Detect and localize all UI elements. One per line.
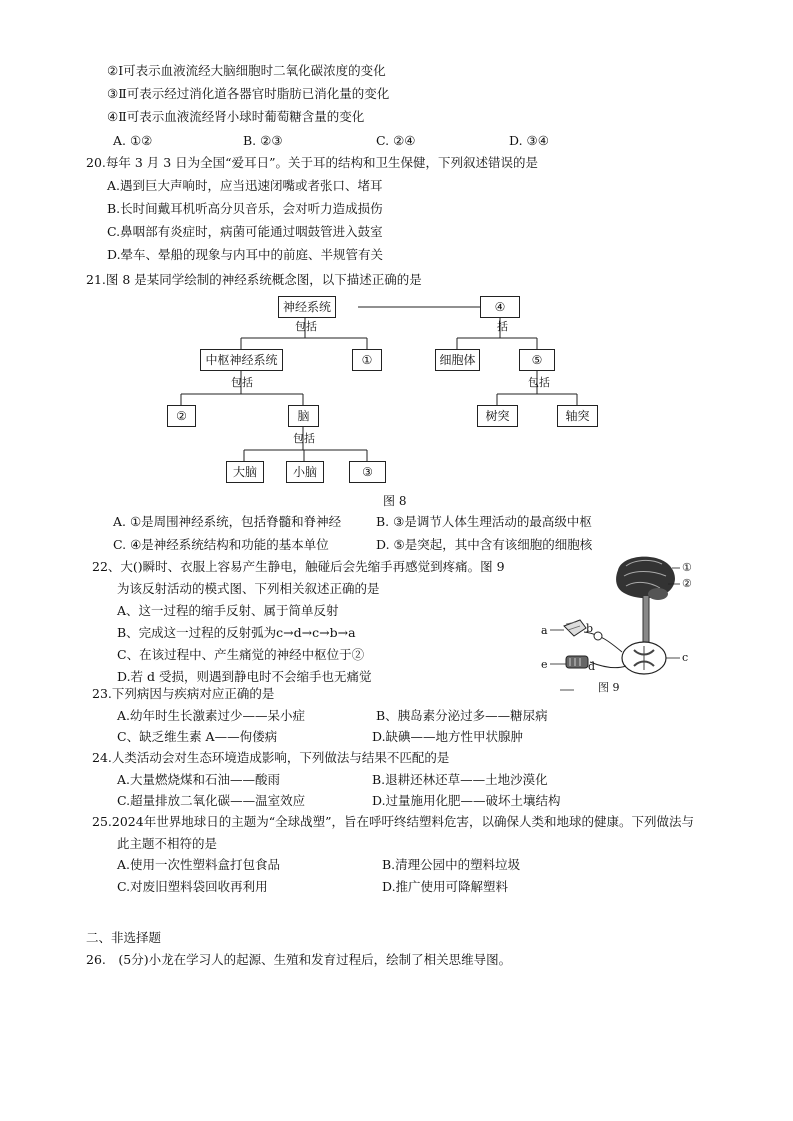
q22-choice-d: D.若 d 受损，则遇到静电时不会缩手也无痛觉	[117, 669, 372, 684]
node-2: ②	[167, 405, 196, 427]
q23-stem: 23.下列病因与疾病对应正确的是	[92, 686, 275, 701]
label-include-1: 包括	[295, 320, 317, 333]
fig9-label-1: ①	[682, 561, 692, 574]
fig9-label-d: d	[588, 660, 596, 673]
q23-choice-d: D.缺碘——地方性甲状腺肿	[372, 729, 524, 744]
concept-map-connectors	[0, 0, 793, 500]
q25-choice-a: A.使用一次性塑料盒打包食品	[117, 857, 281, 872]
q22-choice-a: A、这一过程的缩手反射、属于简单反射	[117, 603, 339, 618]
node-brain: 脑	[288, 405, 319, 427]
q20-choice-b: B.长时间戴耳机听高分贝音乐，会对听力造成损伤	[107, 201, 383, 216]
q20-stem: 20.每年 3 月 3 日为全国“爱耳日”。关于耳的结构和卫生保健，下列叙述错误的是	[86, 155, 538, 170]
q23-choice-c: C、缺乏维生素 A——佝偻病	[117, 729, 278, 744]
q22-stem-line-1: 22、大()瞬时、衣服上容易产生静电，触碰后会先缩手再感觉到疼痛。图 9	[92, 559, 505, 574]
q19-choice-c: C. ②④	[376, 133, 416, 148]
node-central-nervous-system: 中枢神经系统	[200, 349, 283, 371]
figure-8-caption: 图 8	[383, 494, 407, 508]
q25-stem-line-1: 25.2024年世界地球日的主题为“全球战塑”，旨在呼吁终结塑料危害，以确保人类和地球的健康。下列做法与	[92, 814, 694, 829]
q24-choice-b: B.退耕还林还草——土地沙漠化	[372, 772, 548, 787]
q19-option-2: ②Ⅰ可表示血液流经大脑细胞时二氧化碳浓度的变化	[107, 63, 386, 78]
q20-choice-d: D.晕车、晕船的现象与内耳中的前庭、半规管有关	[107, 247, 384, 262]
node-dendrite: 树突	[477, 405, 518, 427]
node-nervous-system: 神经系统	[278, 296, 336, 318]
q21-choice-d: D. ⑤是突起，其中含有该细胞的细胞核	[376, 537, 593, 552]
q22-stem-line-2: 为该反射活动的模式图、下列相关叙述正确的是	[117, 581, 380, 596]
node-4: ④	[480, 296, 520, 318]
q19-option-3: ③Ⅱ可表示经过消化道各器官时脂肪已消化量的变化	[107, 86, 390, 101]
q20-choice-c: C.鼻咽部有炎症时，病菌可能通过咽鼓管进入鼓室	[107, 224, 383, 239]
q24-choice-c: C.超量排放二氧化碳——温室效应	[117, 793, 306, 808]
fig9-label-c: c	[682, 651, 689, 664]
figure-9-caption: 图 9	[598, 681, 620, 694]
q25-choice-d: D.推广使用可降解塑料	[382, 879, 509, 894]
label-include-2: 包括	[231, 376, 253, 389]
q23-choice-a: A.幼年时生长激素过少——呆小症	[117, 708, 306, 723]
q24-stem: 24.人类活动会对生态环境造成影响，下列做法与结果不匹配的是	[92, 750, 450, 765]
q20-choice-a: A.遇到巨大声响时，应当迅速闭嘴或者张口、堵耳	[107, 178, 383, 193]
q19-choice-a: A. ①②	[113, 133, 153, 148]
q19-choice-d: D. ③④	[509, 133, 549, 148]
label-include-3: 包括	[528, 376, 550, 389]
q21-stem: 21.图 8 是某同学绘制的神经系统概念图，以下描述正确的是	[86, 272, 422, 287]
fig9-label-2: ②	[682, 577, 692, 590]
node-cerebellum: 小脑	[286, 461, 324, 483]
q25-choice-c: C.对废旧塑料袋回收再利用	[117, 879, 268, 894]
q26-stem: 26. (5分)小龙在学习人的起源、生殖和发育过程后，绘制了相关思维导图。	[86, 952, 512, 967]
fig9-label-e: e	[541, 658, 548, 671]
q25-stem-line-2: 此主题不相符的是	[117, 836, 218, 851]
q21-choice-b: B. ③是调节人体生理活动的最高级中枢	[376, 514, 592, 529]
fig9-label-b: b	[586, 622, 594, 635]
q21-choice-a: A. ①是周围神经系统，包括脊髓和脊神经	[113, 514, 342, 529]
reflex-arc-drawing	[530, 550, 690, 700]
fig9-label-a: a	[541, 624, 548, 637]
q19-option-4: ④Ⅱ可表示血液流经肾小球时葡萄糖含量的变化	[107, 109, 365, 124]
q22-choice-c: C、在该过程中、产生痛觉的神经中枢位于②	[117, 647, 365, 662]
q23-choice-b: B、胰岛素分泌过多——糖尿病	[376, 708, 548, 723]
node-3: ③	[349, 461, 386, 483]
label-include-kuo: 括	[497, 320, 508, 333]
node-cerebrum: 大脑	[226, 461, 264, 483]
q21-choice-c: C. ④是神经系统结构和功能的基本单位	[113, 537, 329, 552]
node-cell-body: 细胞体	[435, 349, 480, 371]
q24-choice-d: D.过量施用化肥——破坏土壤结构	[372, 793, 561, 808]
q19-choice-b: B. ②③	[243, 133, 283, 148]
q25-choice-b: B.清理公园中的塑料垃圾	[382, 857, 521, 872]
q24-choice-a: A.大量燃烧煤和石油——酸雨	[117, 772, 281, 787]
node-1: ①	[352, 349, 382, 371]
node-axon: 轴突	[557, 405, 598, 427]
label-include-4: 包括	[293, 432, 315, 445]
q22-choice-b: B、完成这一过程的反射弧为c→d→c→b→a	[117, 625, 356, 640]
section-2-heading: 二、非选择题	[86, 930, 162, 945]
node-5: ⑤	[519, 349, 555, 371]
